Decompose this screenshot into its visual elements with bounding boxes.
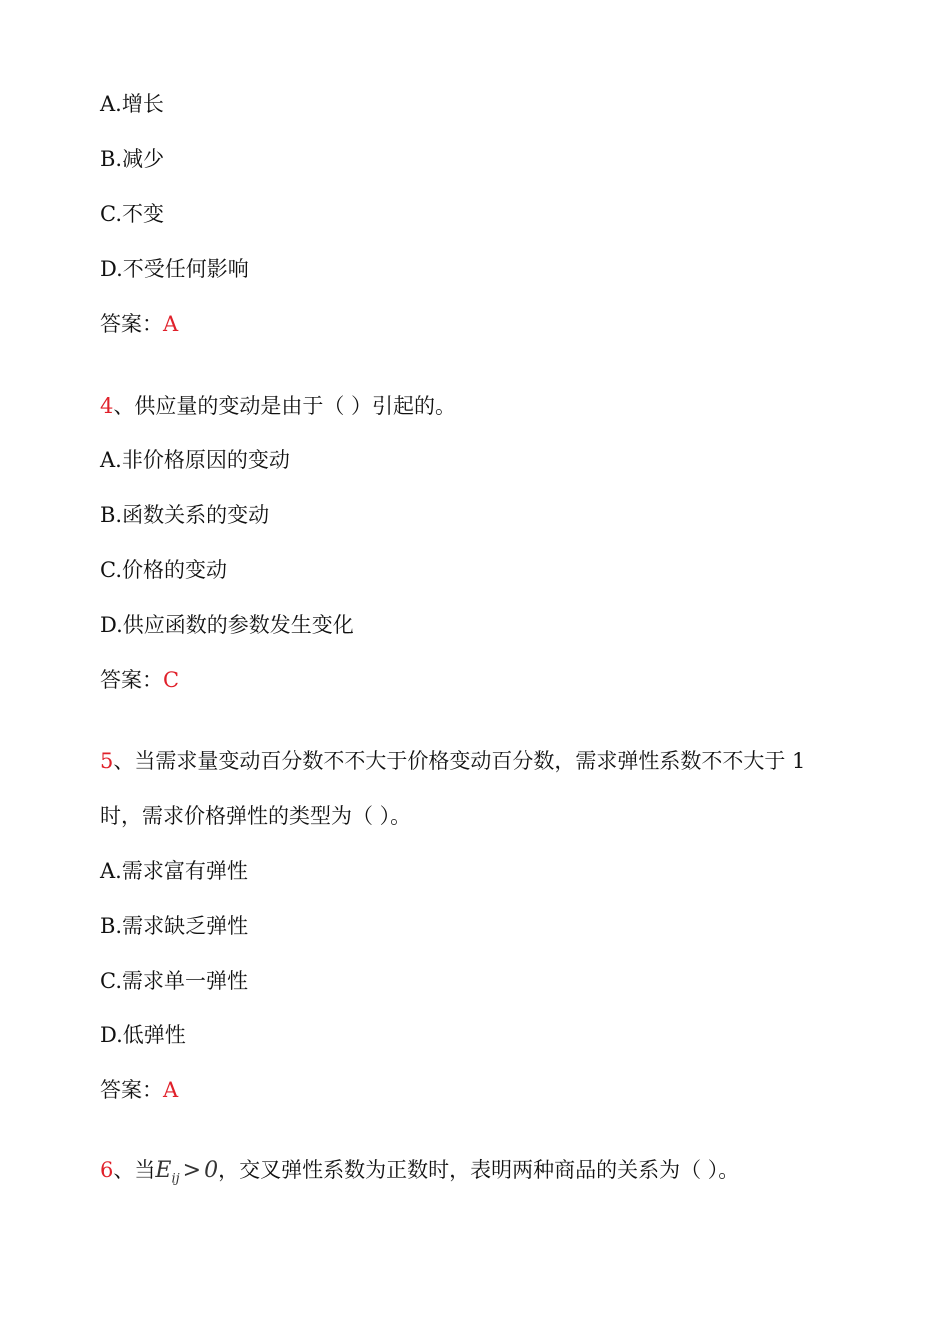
question-6 [100, 1156, 739, 1193]
option-c: C.不变 [100, 202, 164, 226]
question-number: 6 [100, 1158, 114, 1182]
answer-value: A [163, 312, 179, 336]
answer-value: C [163, 668, 180, 692]
option-b: B.函数关系的变动 [100, 503, 270, 527]
answer-label: 答案： [100, 668, 163, 692]
answer-line [100, 666, 179, 694]
option-b: B.需求缺乏弹性 [100, 914, 249, 938]
answer-line [100, 1076, 178, 1104]
option-a: A.需求富有弹性 [100, 859, 248, 883]
answer-label: 答案： [100, 1078, 163, 1102]
answer-value: A [163, 1078, 179, 1102]
option-d: D.不受任何影响 [100, 257, 249, 281]
option-d: D.低弹性 [100, 1023, 186, 1047]
option-a: A.非价格原因的变动 [100, 448, 290, 472]
question-text-end: ，交叉弹性系数为正数时，表明两种商品的关系为（ ）。 [218, 1158, 740, 1182]
option-c: C.价格的变动 [100, 558, 227, 582]
formula-rhs: 0 [204, 1158, 219, 1183]
question-number: 4 [100, 394, 114, 418]
question-text: 、供应量的变动是由于（ ）引起的。 [113, 394, 457, 418]
formula-variable: E [155, 1158, 172, 1183]
answer-line [100, 310, 178, 338]
option-a: A.增长 [100, 92, 164, 116]
question-number: 5 [100, 749, 114, 773]
question-text-line1: 、当需求量变动百分数不不大于价格变动百分数，需求弹性系数不不大于 1 [113, 749, 806, 773]
option-c: C.需求单一弹性 [100, 969, 248, 993]
question-4 [100, 392, 456, 420]
option-b: B.减少 [100, 147, 165, 171]
formula-operator: > [182, 1158, 202, 1183]
question-5 [100, 747, 805, 775]
formula [155, 1158, 219, 1187]
question-text-start: 、当 [113, 1158, 156, 1182]
answer-label: 答案： [100, 312, 163, 336]
question-5-continued: 时，需求价格弹性的类型为（ ）。 [100, 804, 412, 828]
option-d: D.供应函数的参数发生变化 [100, 613, 354, 637]
formula-subscript: ij [171, 1171, 180, 1187]
